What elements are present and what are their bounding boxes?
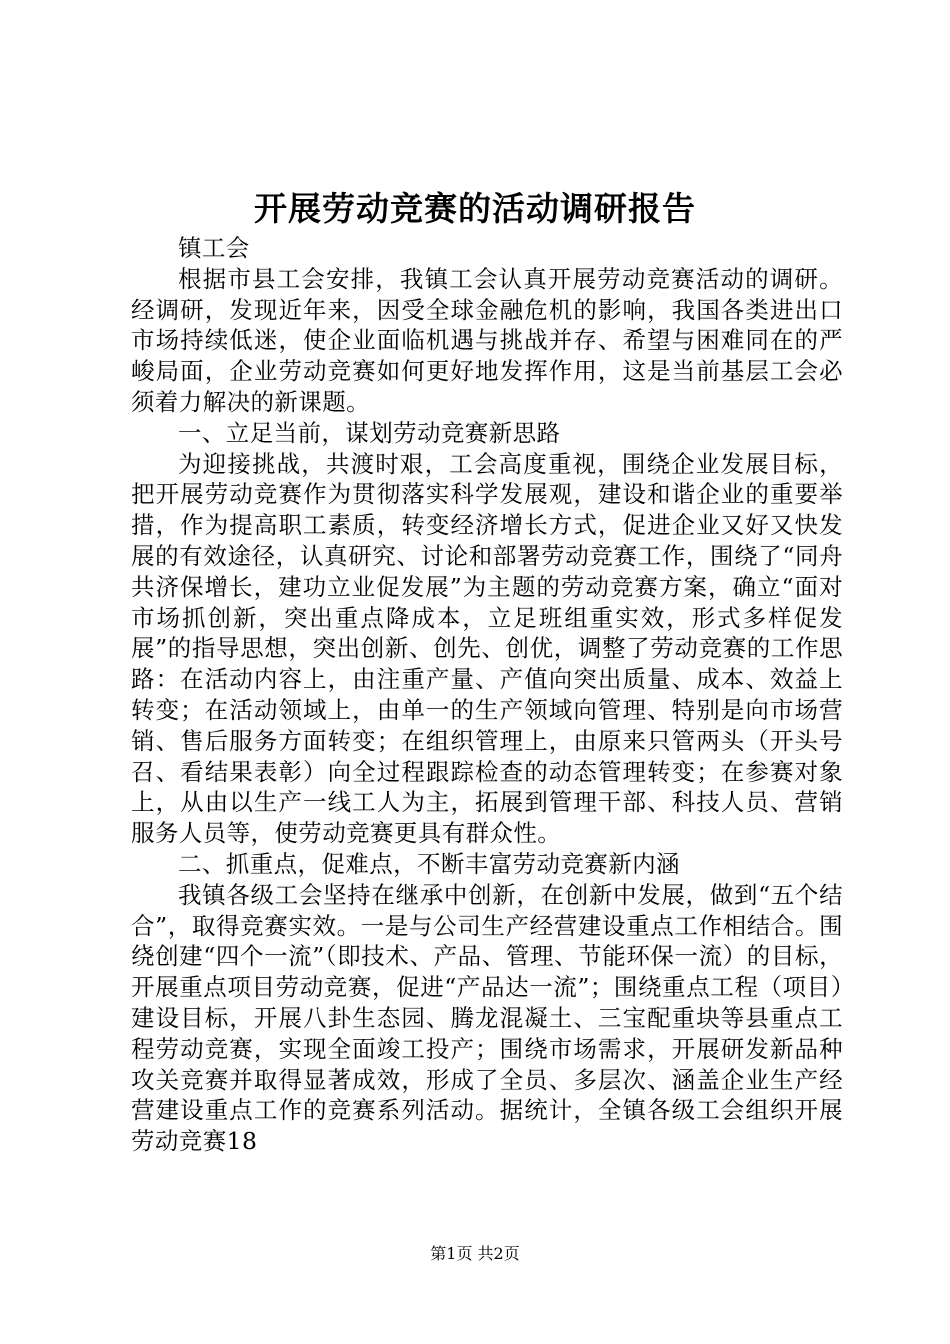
section-paragraph-2: 我镇各级工会坚持在继承中创新，在创新中发展，做到“五个结合”，取得竞赛实效。一是与公司生产经营建设重点工作相结合。围绕创建“四个一流”（即技术、产品、管理、节能环保一流）的目标，开展重点项目劳动竞赛，促进“产品达一流”；围绕重点工程（项目）建设目标，开展八卦生态园、腾龙混凝土、三宝配重块等县重点工程劳动竞赛，实现全面竣工投产；围绕市场需求，开展研发新品种攻关竞赛并取得显著成效，形成了全员、多层次、涵盖企业生产经营建设重点工作的竞赛系列活动。据统计，全镇各级工会组织开展劳动竞赛18 bbox=[131, 880, 843, 1156]
section-heading-1: 一、立足当前，谋划劳动竞赛新思路 bbox=[178, 418, 561, 447]
page-number-footer: 第1页 共2页 bbox=[430, 1244, 520, 1263]
intro-paragraph: 根据市县工会安排，我镇工会认真开展劳动竞赛活动的调研。经调研，发现近年来，因受全球金融危机的影响，我国各类进出口市场持续低迷，使企业面临机遇与挑战并存、希望与困难同在的严峻局面，企业劳动竞赛如何更好地发挥作用，这是当前基层工会必须着力解决的新课题。 bbox=[131, 264, 843, 416]
document-body bbox=[131, 233, 843, 1157]
author-line: 镇工会 bbox=[178, 234, 250, 262]
document-title: 开展劳动竞赛的活动调研报告 bbox=[254, 189, 696, 228]
section-paragraph-1: 为迎接挑战，共渡时艰，工会高度重视，围绕企业发展目标，把开展劳动竞赛作为贯彻落实科学发展观，建设和谐企业的重要举措，作为提高职工素质，转变经济增长方式，促进企业又好又快发展的有效途径，认真研究、讨论和部署劳动竞赛工作，围绕了“同舟共济保增长，建功立业促发展”为主题的劳动竞赛方案，确立“面对市场抓创新，突出重点降成本，立足班组重实效，形式多样促发展”的指导思想，突出创新、创先、创优，调整了劳动竞赛的工作思路：在活动内容上，由注重产量、产值向突出质量、成本、效益上转变；在活动领域上，由单一的生产领域向管理、特别是向市场营销、售后服务方面转变；在组织管理上，由原来只管两头（开头号召、看结果表彰）向全过程跟踪检查的动态管理转变；在参赛对象上，从由以生产一线工人为主，拓展到管理干部、科技人员、营销服务人员等，使劳动竞赛更具有群众性。 bbox=[131, 449, 843, 848]
section-heading-2: 二、抓重点，促难点，不断丰富劳动竞赛新内涵 bbox=[178, 849, 680, 878]
